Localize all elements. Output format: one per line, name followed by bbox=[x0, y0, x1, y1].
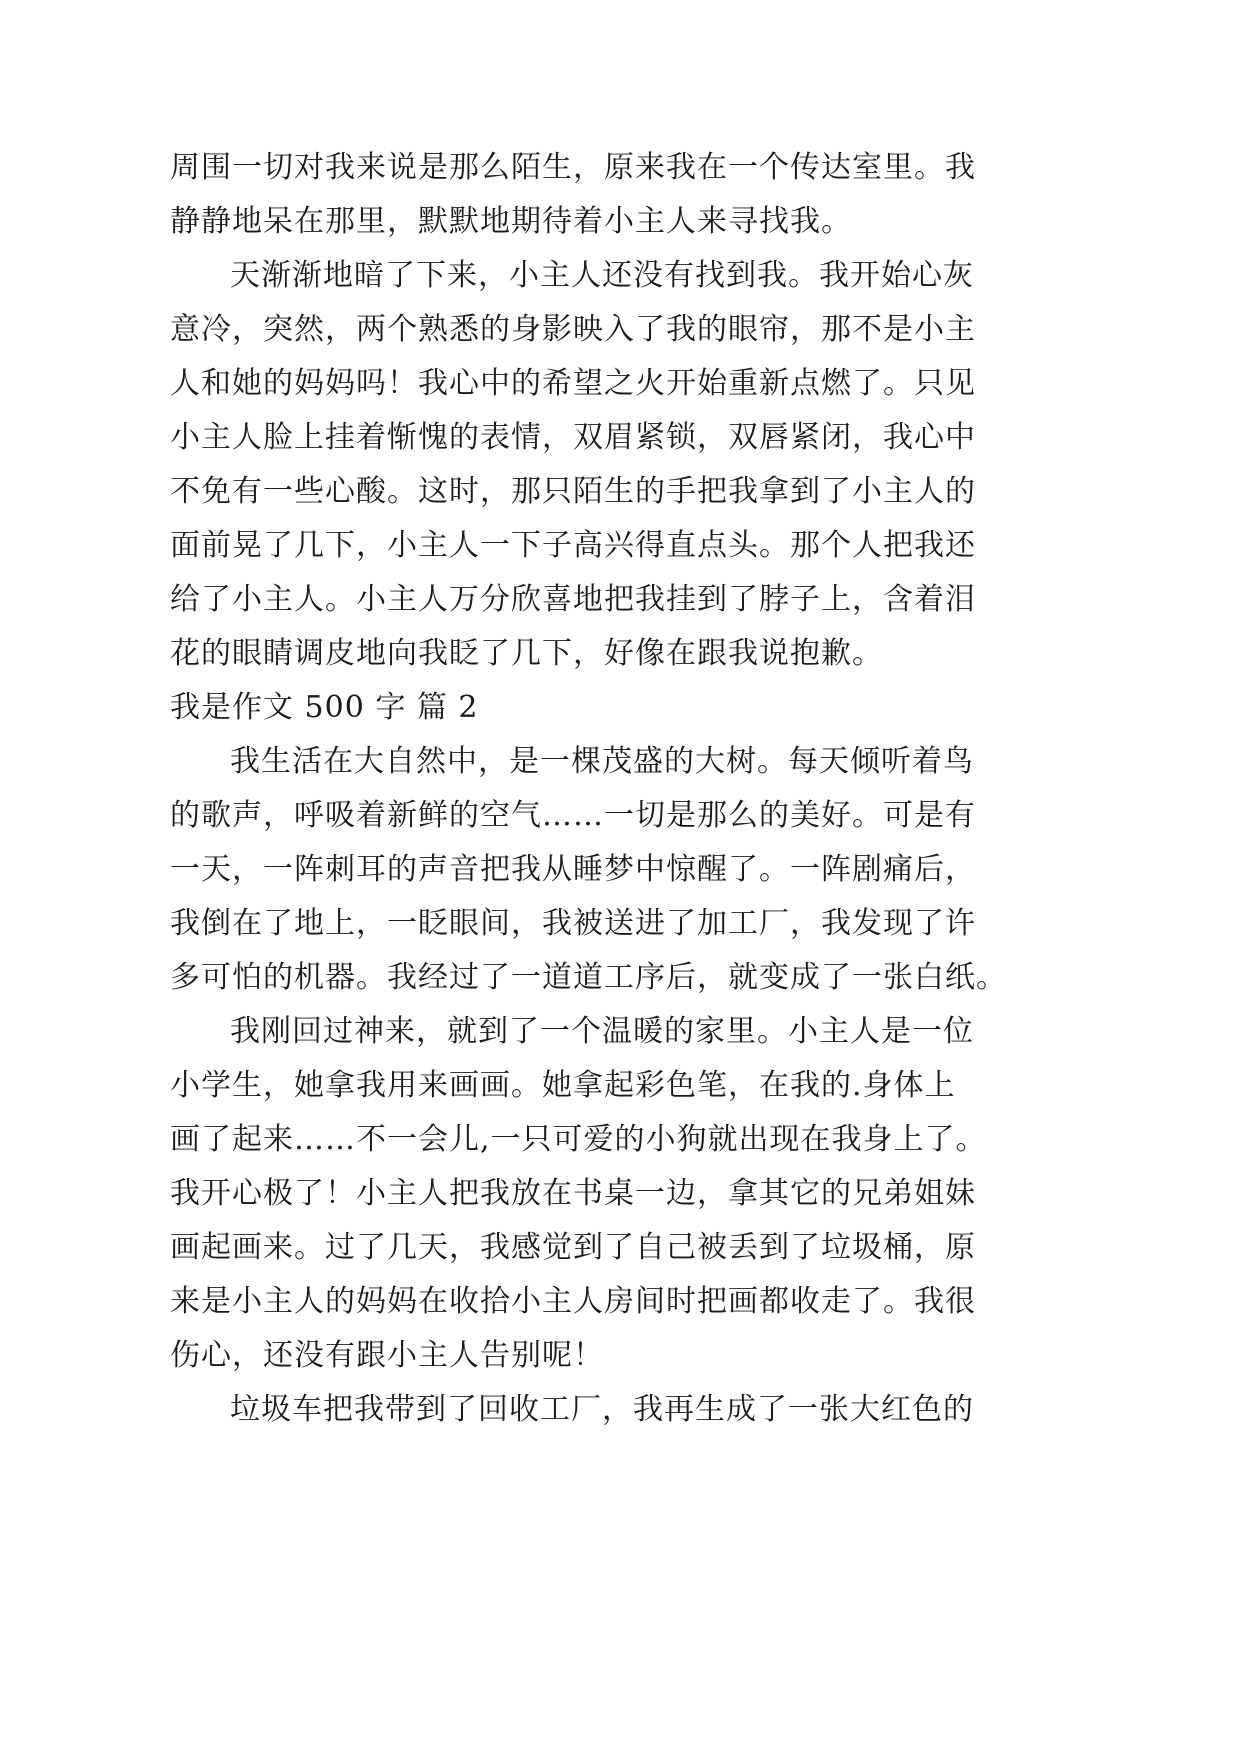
paragraph-first-line bbox=[0, 732, 1241, 792]
text-line-content: 面前晃了几下，小主人一下子高兴得直点头。那个人把我还 bbox=[170, 528, 976, 563]
text-line-content: 我刚回过神来，就到了一个温暖的家里。小主人是一位 bbox=[230, 1014, 974, 1049]
text-line bbox=[0, 300, 1241, 360]
text-line-content: 多可怕的机器。我经过了一道道工序后，就变成了一张白纸。 bbox=[170, 960, 1007, 995]
section-heading-text: 我是作文 500 字 篇 2 bbox=[170, 690, 479, 725]
paragraph-first-line bbox=[0, 1380, 1241, 1440]
text-line bbox=[0, 840, 1241, 900]
text-line-content: 人和她的妈妈吗！我心中的希望之火开始重新点燃了。只见 bbox=[170, 366, 976, 401]
paragraph-first-line bbox=[0, 246, 1241, 306]
text-line-content: 小学生，她拿我用来画画。她拿起彩色笔，在我的.身体上 bbox=[170, 1068, 956, 1103]
text-line bbox=[0, 462, 1241, 522]
text-line bbox=[0, 1272, 1241, 1332]
text-line bbox=[0, 1164, 1241, 1224]
text-line bbox=[0, 408, 1241, 468]
text-line-content: 静静地呆在那里，默默地期待着小主人来寻找我。 bbox=[170, 204, 852, 239]
text-line-content: 不免有一些心酸。这时，那只陌生的手把我拿到了小主人的 bbox=[170, 474, 976, 509]
text-line bbox=[0, 1218, 1241, 1278]
text-line bbox=[0, 570, 1241, 630]
text-line-content: 伤心，还没有跟小主人告别呢！ bbox=[170, 1338, 604, 1373]
text-line-content: 来是小主人的妈妈在收拾小主人房间时把画都收走了。我很 bbox=[170, 1284, 976, 1319]
text-line-content: 我倒在了地上，一眨眼间，我被送进了加工厂，我发现了许 bbox=[170, 906, 976, 941]
text-line-content: 一天，一阵刺耳的声音把我从睡梦中惊醒了。一阵剧痛后， bbox=[170, 852, 976, 887]
text-line bbox=[0, 354, 1241, 414]
paragraph-first-line bbox=[0, 1002, 1241, 1062]
text-line-content: 天渐渐地暗了下来，小主人还没有找到我。我开始心灰 bbox=[230, 258, 974, 293]
text-line-content: 我开心极了！小主人把我放在书桌一边，拿其它的兄弟姐妹 bbox=[170, 1176, 976, 1211]
text-line-content: 小主人脸上挂着惭愧的表情，双眉紧锁，双唇紧闭，我心中 bbox=[170, 420, 976, 455]
text-line-content: 画了起来……不一会儿,一只可爱的小狗就出现在我身上了。 bbox=[170, 1122, 987, 1157]
text-line bbox=[0, 1326, 1241, 1386]
text-line-content: 我生活在大自然中，是一棵茂盛的大树。每天倾听着鸟 bbox=[230, 744, 974, 779]
text-line-content: 意冷，突然，两个熟悉的身影映入了我的眼帘，那不是小主 bbox=[170, 312, 976, 347]
text-line bbox=[0, 786, 1241, 846]
text-line bbox=[0, 138, 1241, 198]
text-line bbox=[0, 948, 1241, 1008]
text-line bbox=[0, 192, 1241, 252]
text-line bbox=[0, 894, 1241, 954]
text-line-content: 画起画来。过了几天，我感觉到了自己被丢到了垃圾桶，原 bbox=[170, 1230, 976, 1265]
text-line-content: 给了小主人。小主人万分欣喜地把我挂到了脖子上，含着泪 bbox=[170, 582, 976, 617]
text-line bbox=[0, 624, 1241, 684]
text-line bbox=[0, 516, 1241, 576]
section-heading bbox=[0, 678, 1241, 738]
text-line bbox=[0, 1110, 1241, 1170]
text-line bbox=[0, 1056, 1241, 1116]
text-line-content: 周围一切对我来说是那么陌生，原来我在一个传达室里。我 bbox=[170, 150, 976, 185]
text-line-content: 的歌声，呼吸着新鲜的空气……一切是那么的美好。可是有 bbox=[170, 798, 976, 833]
text-line-content: 垃圾车把我带到了回收工厂，我再生成了一张大红色的 bbox=[230, 1392, 974, 1427]
text-line-content: 花的眼睛调皮地向我眨了几下，好像在跟我说抱歉。 bbox=[170, 636, 883, 671]
